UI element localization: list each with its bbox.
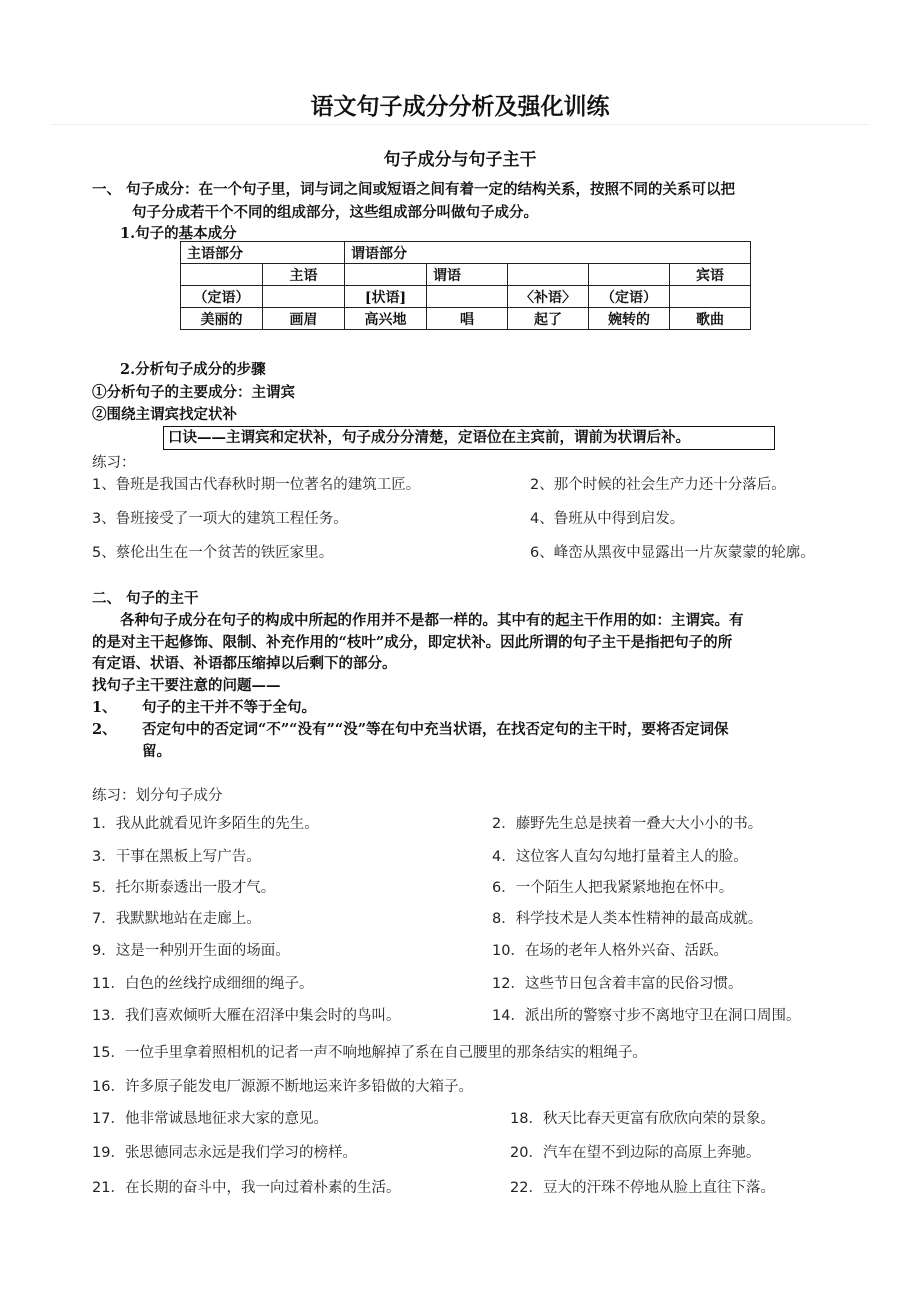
note-text: 留。 [142,743,171,760]
basic-components-table [180,241,751,330]
list-item: 13．我们喜欢倾听大雁在沼泽中集会时的鸟叫。 [92,1008,401,1024]
table-cell: 主语部分 [181,242,345,264]
table-cell: 谓语部分 [345,242,751,264]
table-cell: 婉转的 [589,308,670,330]
note-text: 句子的主干并不等于全句。 [142,699,316,716]
table-row [181,286,751,308]
list-item: 4．这位客人直勾勾地打量着主人的脸。 [492,849,748,865]
table-cell: 唱 [427,308,508,330]
section1-heading-line2: 句子分成若干个不同的组成部分，这些组成部分叫做句子成分。 [132,204,538,221]
notes-label: 找句子主干要注意的问题—— [92,677,281,694]
table-cell [263,286,345,308]
table-cell: （定语） [181,286,263,308]
list-item: 1、鲁班是我国古代春秋时期一位著名的建筑工匠。 [92,477,421,493]
list-item: 8．科学技术是人类本性精神的最高成就。 [492,911,763,927]
list-item: 7．我默默地站在走廊上。 [92,911,261,927]
list-item: 6．一个陌生人把我紧紧地抱在怀中。 [492,880,734,896]
table-cell: 〈补语〉 [508,286,589,308]
list-item: 2．藤野先生总是挟着一叠大大小小的书。 [492,816,763,832]
list-item: 5、蔡伦出生在一个贫苦的铁匠家里。 [92,545,334,561]
table-cell: 画眉 [263,308,345,330]
table-cell [508,264,589,286]
analysis-step-2: ②围绕主谓宾找定状补 [92,406,237,423]
table-cell: 主语 [263,264,345,286]
note-number: 2、 [92,721,117,738]
table-cell [589,264,670,286]
table-cell: 谓语 [427,264,508,286]
table-cell: 歌曲 [670,308,751,330]
practice-label: 练习：划分句子成分 [92,788,223,804]
basic-components-label: 1.句子的基本成分 [120,225,237,242]
practice-label: 练习： [92,455,136,471]
section2-para-line3: 有定语、状语、补语都压缩掉以后剩下的部分。 [92,655,397,672]
table-cell [427,286,508,308]
section2-para-line1: 各种句子成分在句子的构成中所起的作用并不是都一样的。其中有的起主干作用的如：主谓宾。有 [120,612,744,629]
table-cell [345,264,427,286]
list-item: 4、鲁班从中得到启发。 [530,511,685,527]
section1-heading-line1: 一、 句子成分：在一个句子里，词与词之间或短语之间有着一定的结构关系，按照不同的关系可以把 [92,181,736,198]
list-item: 18．秋天比春天更富有欣欣向荣的景象。 [510,1111,775,1127]
list-item: 3．干事在黑板上写广告。 [92,849,261,865]
list-item: 19．张思德同志永远是我们学习的榜样。 [92,1145,357,1161]
table-cell: 美丽的 [181,308,263,330]
list-item: 3、鲁班接受了一项大的建筑工程任务。 [92,511,348,527]
mnemonic-box: 口诀——主谓宾和定状补，句子成分分清楚，定语位在主宾前，谓前为状谓后补。 [163,426,775,450]
analysis-step-1: ①分析句子的主要成分：主谓宾 [92,384,295,401]
table-cell: 宾语 [670,264,751,286]
list-item: 10．在场的老年人格外兴奋、活跃。 [492,943,728,959]
table-row [181,242,751,264]
table-row [181,308,751,330]
list-item: 6、峰峦从黑夜中显露出一片灰蒙蒙的轮廓。 [530,545,815,561]
note-number: 1、 [92,699,117,716]
list-item: 20．汽车在望不到边际的高原上奔驰。 [510,1145,761,1161]
table-row [181,264,751,286]
list-item: 22．豆大的汗珠不停地从脸上直往下落。 [510,1180,775,1196]
section-subtitle: 句子成分与句子主干 [383,150,537,170]
list-item: 16．许多原子能发电厂源源不断地运来许多铅做的大箱子。 [92,1079,473,1095]
list-item: 2、那个时候的社会生产力还十分落后。 [530,477,786,493]
table-cell [181,264,263,286]
note-text: 否定句中的否定词“不”“没有”“没”等在句中充当状语，在找否定句的主干时，要将否定词保 [142,721,729,738]
list-item: 21．在长期的奋斗中，我一向过着朴素的生活。 [92,1180,401,1196]
list-item: 12．这些节日包含着丰富的民俗习惯。 [492,976,743,992]
section2-para-line2: 的是对主干起修饰、限制、补充作用的“枝叶”成分，即定状补。因此所谓的句子主干是指把句子的所 [92,634,733,651]
list-item: 9．这是一种别开生面的场面。 [92,943,290,959]
table-cell: 高兴地 [345,308,427,330]
analysis-steps-label: 2.分析句子成分的步骤 [120,361,266,378]
table-cell: [状语] [345,286,427,308]
list-item: 11．白色的丝线拧成细细的绳子。 [92,976,314,992]
list-item: 1．我从此就看见许多陌生的先生。 [92,816,319,832]
list-item: 17．他非常诚恳地征求大家的意见。 [92,1111,328,1127]
section2-heading: 二、 句子的主干 [92,590,199,607]
page-title: 语文句子成分分析及强化训练 [310,94,610,120]
list-item: 15．一位手里拿着照相机的记者一声不响地解掉了系在自己腰里的那条结实的粗绳子。 [92,1045,647,1061]
title-divider [50,124,870,125]
table-cell: （定语） [589,286,670,308]
table-cell: 起了 [508,308,589,330]
list-item: 5．托尔斯泰透出一股才气。 [92,880,276,896]
table-cell [670,286,751,308]
list-item: 14．派出所的警察寸步不离地守卫在洞口周围。 [492,1008,801,1024]
